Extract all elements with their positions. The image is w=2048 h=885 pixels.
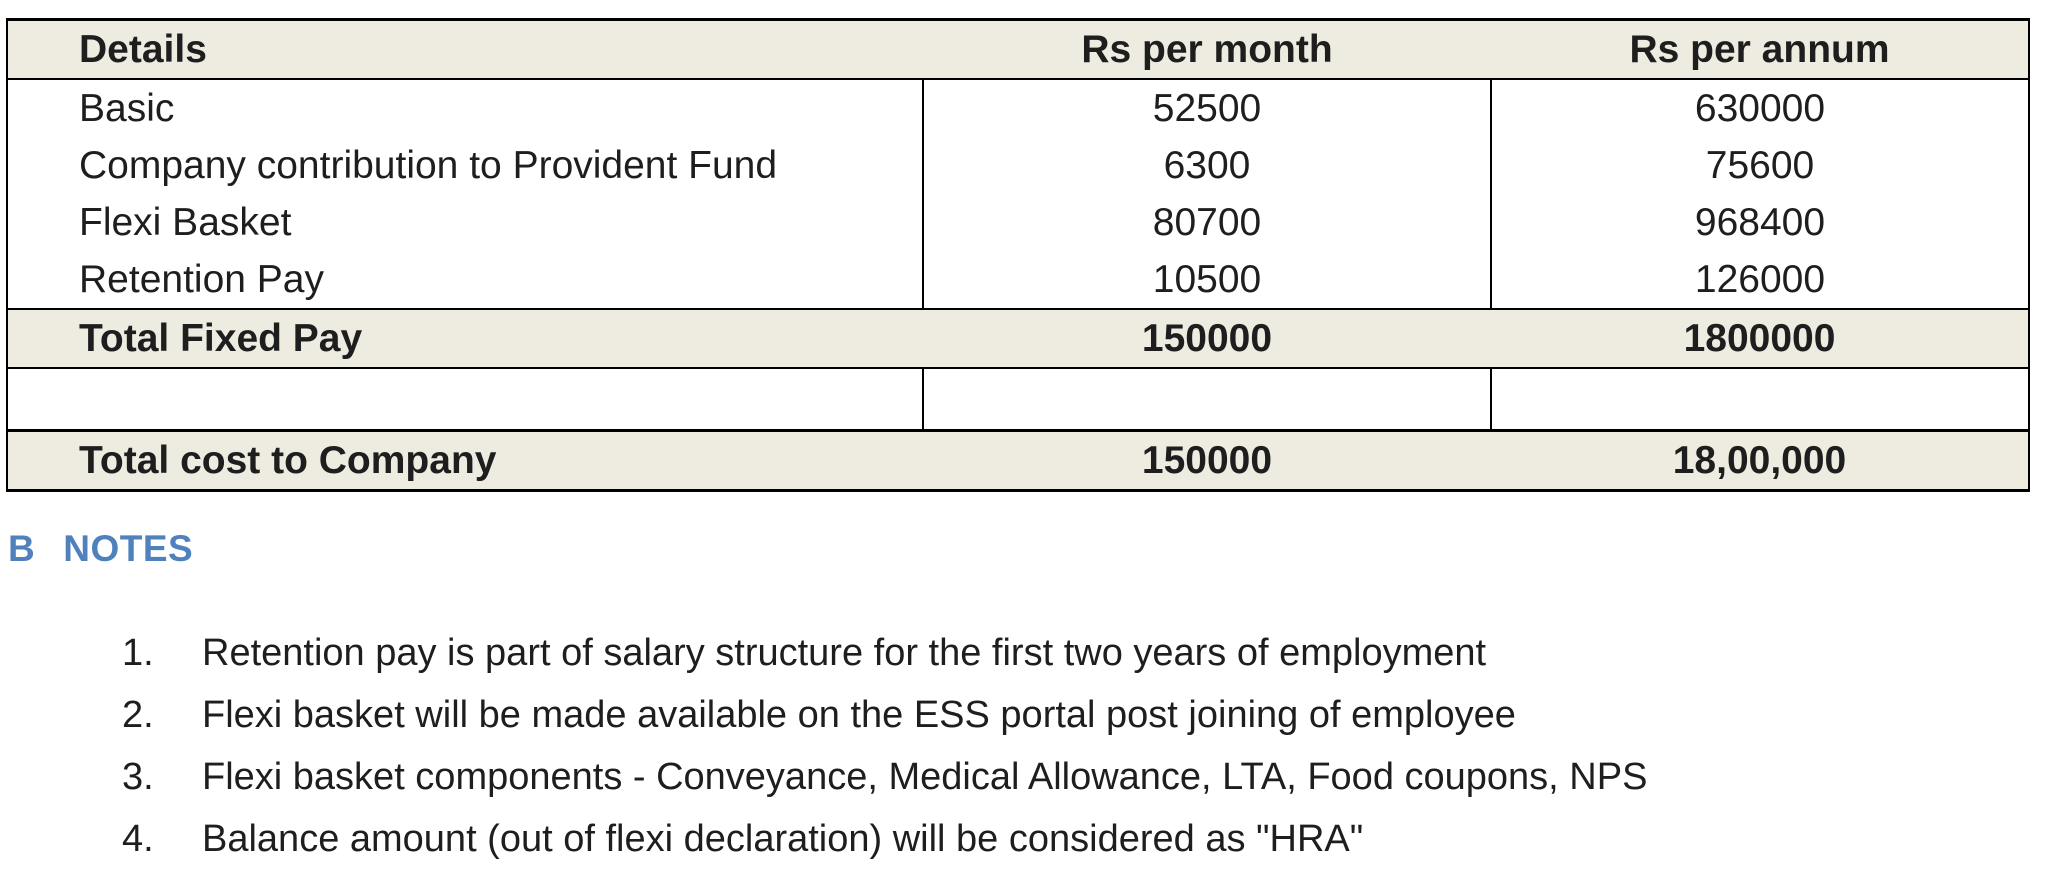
table-row bbox=[7, 137, 2029, 194]
note-text: Retention pay is part of salary structure for the first two years of employment bbox=[202, 632, 1487, 674]
total-ctc-annum: 18,00,000 bbox=[1491, 431, 2029, 491]
note-text: Balance amount (out of flexi declaration) will be considered as "HRA" bbox=[202, 818, 1364, 860]
note-number: 2. bbox=[122, 694, 154, 736]
row-month-value: 10500 bbox=[923, 251, 1491, 309]
note-text: Flexi basket will be made available on the ESS portal post joining of employee bbox=[202, 694, 1516, 736]
note-number: 3. bbox=[122, 756, 154, 798]
note-text: Flexi basket components - Conveyance, Medical Allowance, LTA, Food coupons, NPS bbox=[202, 756, 1648, 798]
total-ctc-month: 150000 bbox=[923, 431, 1491, 491]
total-ctc-label: Total cost to Company bbox=[7, 431, 923, 491]
row-month-value: 6300 bbox=[923, 137, 1491, 194]
table-row bbox=[7, 251, 2029, 309]
empty-row bbox=[7, 368, 2029, 431]
note-number: 1. bbox=[122, 632, 154, 674]
list-item bbox=[122, 808, 1647, 870]
row-month-value: 80700 bbox=[923, 194, 1491, 251]
notes-section-letter: B bbox=[8, 528, 36, 569]
header-per-month: Rs per month bbox=[923, 20, 1491, 80]
row-annum-value: 126000 bbox=[1694, 257, 1826, 301]
row-annum-value: 630000 bbox=[1491, 79, 2029, 137]
salary-table bbox=[6, 18, 2030, 492]
total-fixed-label: Total Fixed Pay bbox=[7, 309, 923, 368]
total-fixed-month: 150000 bbox=[923, 309, 1491, 368]
row-label: Company contribution to Provident Fund bbox=[7, 137, 923, 194]
row-label: Flexi Basket bbox=[7, 194, 923, 251]
empty-cell bbox=[1491, 368, 2029, 431]
list-item bbox=[122, 684, 1647, 746]
total-fixed-annum: 1800000 bbox=[1491, 309, 2029, 368]
list-item bbox=[122, 746, 1647, 808]
header-per-annum: Rs per annum bbox=[1491, 20, 2029, 80]
empty-cell bbox=[923, 368, 1491, 431]
empty-cell bbox=[7, 368, 923, 431]
row-annum-value: 75600 bbox=[1705, 143, 1815, 187]
table-row bbox=[7, 194, 2029, 251]
header-details: Details bbox=[7, 20, 923, 80]
notes-title: NOTES bbox=[63, 528, 194, 569]
total-fixed-pay-row bbox=[7, 309, 2029, 368]
row-label: Basic bbox=[7, 79, 923, 137]
notes-list bbox=[122, 622, 1647, 870]
list-item bbox=[122, 622, 1647, 684]
row-annum-value: 968400 bbox=[1694, 200, 1826, 244]
row-month-value: 52500 bbox=[923, 79, 1491, 137]
note-number: 4. bbox=[122, 818, 154, 860]
row-label: Retention Pay bbox=[7, 251, 923, 309]
notes-heading bbox=[8, 528, 193, 570]
table-header-row bbox=[7, 20, 2029, 80]
total-ctc-row bbox=[7, 431, 2029, 491]
table-row bbox=[7, 79, 2029, 137]
